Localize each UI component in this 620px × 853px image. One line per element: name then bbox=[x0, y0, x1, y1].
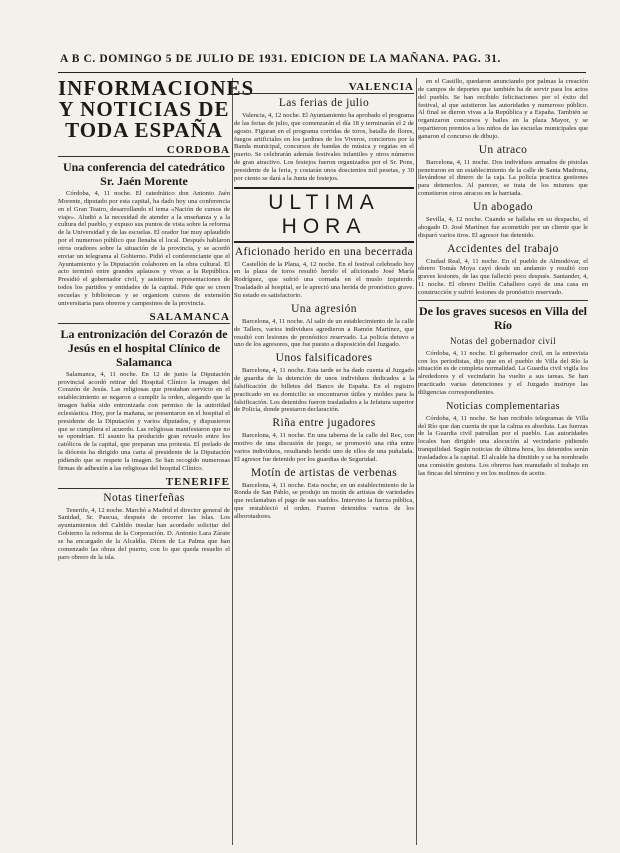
article-agresion: Barcelona, 4, 11 noche. Al salir de un establecimiento de la calle de Tallers, varios individuos agredieron a Ramón Martínez, que resultó con lesiones de pronóstico reservado. La policía detuvo a uno de los agresores, que fue puesto a disposición del Juzgado. bbox=[234, 317, 414, 349]
article-cordoba: Córdoba, 4, 11 noche. El catedrático don Antonio Jaén Morente, diputado por esta capital, ha dado hoy una conferencia en el Gran Teatro, desarrollando el tema «Nación de cursos de viaje». Aludió a la necesidad de atender a la enseñanza y a la cultura del pueblo, y expuso sus puntos de vista sobre la reforma de la Universidad y de las escuelas. El orador fue muy aplaudido por el numeroso público que llenaba el local. Después hablaron otros oradores sobre la situación de la provincia, y se acordó enviar un telegrama al Gobierno. Pidió el conferenciante que el Ayuntamiento y la Diputación colaboren en la obra cultural. El acto terminó entre grandes aplausos y vivas a la República. Presidió el gobernador civil, y asistieron representaciones de todos los partidos y entidades de la capital. Pide que se creen escuelas y bibliotecas y se organicen cursos de extensión universitaria para obreros y campesinos de la provincia. bbox=[58, 190, 230, 307]
article-rina: Barcelona, 4, 11 noche. En una taberna de la calle del Rec, con motivo de una discusión de juego, se promovió una riña entre varios individuos, resultando herido uno de ellos de una puñalada. El agresor fue detenido por los guardias de Seguridad. bbox=[234, 432, 414, 463]
column-2 bbox=[234, 78, 414, 847]
headline-abogado: Un abogado bbox=[473, 200, 533, 213]
headline-cordoba: Una conferencia del catedrático Sr. Jaén Morente bbox=[62, 160, 226, 188]
article-falsificadores: Barcelona, 4, 11 noche. Esta tarde se ha dado cuenta al Juzgado de guardia de la detención de unos individuos dedicados a la falsificación de billetes del Banco de España. En el registro practicado en su domicilio se encontraron útiles y moldes para la falsificación. Los detenidos fueron trasladados a la Jefatura superior de Policía, donde prestaron declaración. bbox=[234, 367, 414, 414]
city-cordoba: CORDOBA bbox=[58, 144, 230, 157]
article-valencia: Valencia, 4, 12 noche. El Ayuntamiento ha aprobado el programa de las ferias de julio, que comenzarán el día 18 y terminarán el 2 de agosto. Figuran en el programa corridas de toros, batalla de flores, fuegos artificiales en los jardines de los Viveros, conciertos por la Banda municipal, concursos de bandas de música y regatas en el puerto. Se celebrarán además festivales infantiles y otros números de gran atractivo. Los festejos fueron organizados por el Sr. Pons, presidente de la feria, y costarán unos doscientos mil pesetas, y 30 por ciento se dará a la Junta de festejos. bbox=[234, 112, 414, 182]
article-motin: Barcelona, 4, 11 noche. Esta noche, en un establecimiento de la Ronda de San Pablo, se produjo un motín de artistas de variedades que reclamaban el pago de sus sueldos. Intervino la fuerza pública, que restableció el orden. Fueron detenidos varios de los alborotadores. bbox=[234, 481, 414, 520]
article-complementarias: Córdoba, 4, 11 noche. Se han recibido telegramas de Villa del Río que dan cuenta de que la calma es absoluta. Las fuerzas de la Guardia civil patrullan por el pueblo. Las autoridades locales han dirigido una alocución al vecindario pidiendo tranquilidad. Según noticias de última hora, los detenidos serán trasladados a la capital. El alcalde ha dimitido y se ha nombrado una comisión gestora. Los obreros han reanudado el trabajo en las fincas del término y en los molinos de aceite. bbox=[418, 414, 588, 477]
article-tenerife: Tenerife, 4, 12 noche. Marchó a Madrid el director general de Sanidad, Sr. Pascua, después de recorrer las islas. Los ayuntamientos del Cabildo insular han acordado solicitar del Gobierno la reforma de la Corporación. D. Antonio Lara Zárate se ha encargado de la Alcaldía. Dicen de La Palma que han comenzado las obras del puerto, con lo que queda resuelto el paro obrero de la isla. bbox=[58, 506, 230, 561]
article-abogado: Sevilla, 4, 12 noche. Cuando se hallaba en su despacho, el abogado D. José Martínez fue acometido por un cliente que le disparó varios tiros. El agresor fue detenido. bbox=[418, 215, 588, 239]
column-divider-2 bbox=[416, 78, 417, 845]
headline-villa-rio: De los graves sucesos en Villa del Río bbox=[418, 300, 588, 332]
headline-aficionado: Aficionado herido en una becerrada bbox=[234, 245, 414, 258]
city-valencia: VALENCIA bbox=[234, 81, 414, 94]
headline-rina: Riña entre jugadores bbox=[272, 417, 376, 430]
ultima-hora-banner: ULTIMA HORA bbox=[234, 187, 414, 243]
article-atraco: Barcelona, 4, 11 noche. Dos individuos armados de pistolas penetraron en un establecimiento de la calle de Santa Madrona, llevándose el dinero de la caja. La policía practica gestiones para detenerlos. Al parecer, se trata de los mismos que cometieron otros atracos en la barriada. bbox=[418, 158, 588, 198]
column-divider-1 bbox=[232, 78, 233, 845]
headline-salamanca: La entronización del Corazón de Jesús en el hospital Clínico de Salamanca bbox=[60, 326, 228, 369]
article-continuation: en el Castillo, quedaron anunciando por palmas la creación de campos de deportes que también ha de servir para los actos del pueblo. Se han recibido felicitaciones por el éxito del festival, al que asistieron las autoridades y numeroso público. Al final se dieron vivas a la República y a España. También se organizaron concursos y bailes en la plaza Mayor, y se repartieron premios a los niños de las escuelas municipales que ganaron el concurso de dibujo. bbox=[418, 78, 588, 140]
headline-atraco: Un atraco bbox=[478, 143, 528, 156]
column-3 bbox=[418, 78, 588, 847]
headline-motin: Motín de artistas de verbenas bbox=[250, 466, 398, 479]
header-rule bbox=[58, 72, 586, 73]
headline-agresion: Una agresión bbox=[291, 302, 357, 315]
city-salamanca: SALAMANCA bbox=[58, 311, 230, 324]
main-title: INFORMACIONES Y NOTICIAS DE TODA ESPAÑA bbox=[58, 76, 255, 142]
article-salamanca: Salamanca, 4, 11 noche. En 12 de junio la Diputación provincial acordó retirar del Hospital Clínico la imagen del Corazón de Jesús. Las religiosas que prestaban servicio en el establecimiento se negaron a cumplir la orden, alegando que la imagen había sido entronizada con permiso de la autoridad eclesiástica. Hoy, por la mañana, se presentaron en el hospital el presidente de la Diputación y varios diputados, y dispusieron que se cumpliera el acuerdo. Las religiosas manifestaron que no se opondrían. El asunto ha producido gran revuelo entre los católicos de la capital, que preparan una protesta. El prelado de la diócesis ha dirigido una carta al presidente de la Diputación pidiendo que se respete la imagen. Se han recogido numerosas firmas de adhesión a las religiosas del hospital Clínico. bbox=[58, 370, 230, 472]
subhead-gobernador: Notas del gobernador civil bbox=[449, 335, 557, 346]
article-aficionado: Castellón de la Plana, 4, 12 noche. En el festival celebrado hoy en la plaza de toros resultó herido el aficionado José María Rodríguez, que sufrió una cornada en el muslo izquierdo. Trasladado al hospital, se le apreció una herida de pronóstico grave. Su estado es satisfactorio. bbox=[234, 260, 414, 299]
article-accidentes: Ciudad Real, 4, 11 noche. En el pueblo de Almodóvar, el obrero Tomás Moya cayó desde un andamio y resultó con graves lesiones, de las que falleció poco después. Santander, 4, 11 noche. El obrero Delfín Caballero cayó de una casa en construcción y sufrió lesiones de pronóstico reservado. bbox=[418, 257, 588, 296]
headline-complementarias: Noticias complementarias bbox=[446, 400, 560, 412]
headline-tenerife: Notas tinerfeñas bbox=[103, 491, 185, 504]
article-villa-rio: Córdoba, 4, 11 noche. El gobernador civil, en la entrevista con los periodistas, dijo que en el pueblo de Villa del Río la situación es de completa normalidad. La Guardia civil vigila los alrededores y el vecindario ha vuelto a sus tareas. Se han practicado varias detenciones y el Juzgado instruye las diligencias correspondientes. bbox=[418, 349, 588, 396]
page-header: A B C. DOMINGO 5 DE JULIO DE 1931. EDICION DE LA MAÑANA. PAG. 31. bbox=[60, 53, 501, 65]
headline-accidentes: Accidentes del trabajo bbox=[447, 242, 559, 255]
column-1 bbox=[58, 76, 255, 847]
headline-valencia: Las ferias de julio bbox=[278, 97, 370, 109]
city-tenerife: TENERIFE bbox=[58, 476, 230, 489]
headline-falsificadores: Unos falsificadores bbox=[275, 352, 373, 365]
